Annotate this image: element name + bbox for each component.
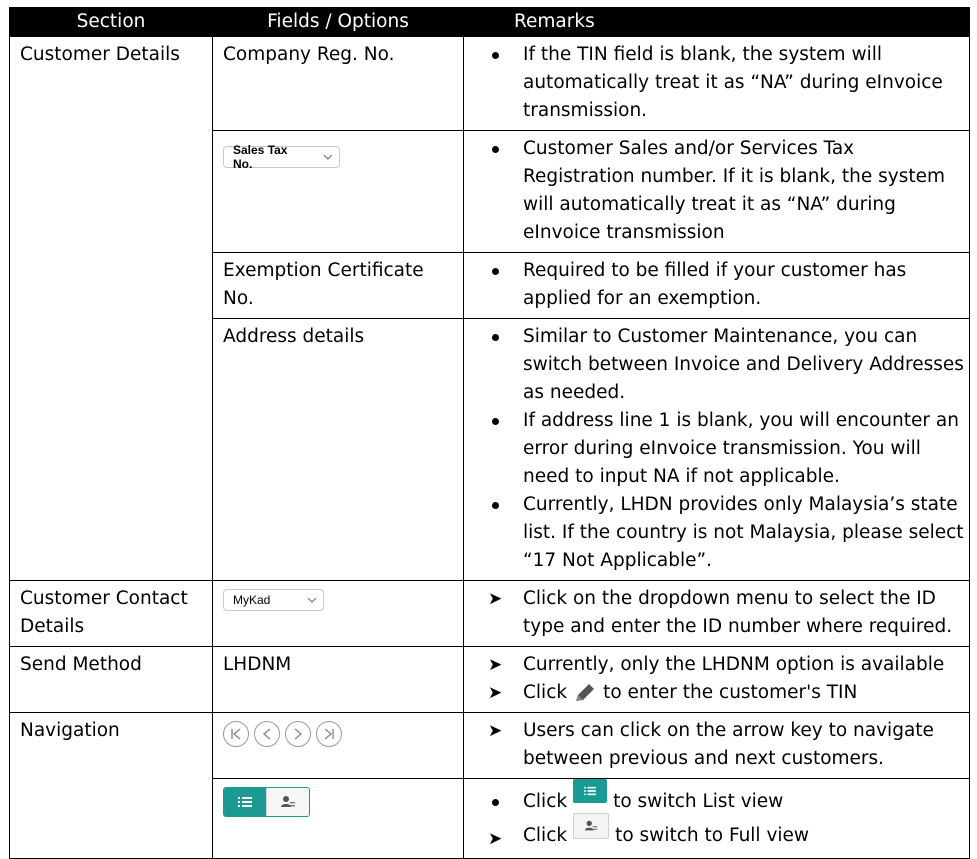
- last-icon: [322, 727, 336, 741]
- list-item: If the TIN field is blank, the system will automatically treat it as “NA” during eInvoice transmission.: [523, 44, 943, 121]
- table-row: [10, 647, 970, 713]
- list-item: ➤ Click to enter the customer's TIN: [488, 682, 858, 703]
- last-record-button[interactable]: [316, 721, 342, 747]
- header-fields: Fields / Options: [213, 8, 464, 37]
- list-item: Similar to Customer Maintenance, you can switch between Invoice and Delivery Addresses as needed.: [523, 326, 964, 403]
- list-item: If address line 1 is blank, you will encounter an error during eInvoice transmission. You will need to input NA if not applicable.: [523, 410, 959, 487]
- first-icon: [229, 727, 243, 741]
- id-type-select-value: MyKad: [233, 593, 271, 607]
- first-record-button[interactable]: [223, 721, 249, 747]
- field-exemption: Exemption Certificate No.: [213, 253, 464, 319]
- user-card-icon: [584, 819, 598, 833]
- list-item: Customer Sales and/or Services Tax Registration number. If it is blank, the system will automatically treat it as “NA” during eInvoice transmission: [523, 138, 946, 243]
- list-item: Required to be filled if your customer has applied for an exemption.: [523, 260, 907, 309]
- list-item: ➤ Click on the dropdown menu to select the ID type and enter the ID number where required.: [488, 588, 953, 637]
- table-row: [10, 713, 970, 779]
- list-item: Click to switch List view: [476, 785, 965, 819]
- field-lhdnm: LHDNM: [213, 647, 464, 713]
- documentation-table: [9, 7, 970, 859]
- chevron-down-icon: [307, 595, 317, 605]
- header-remarks: Remarks: [464, 8, 970, 37]
- full-view-inline-button: [573, 813, 609, 839]
- field-company-reg: Company Reg. No.: [213, 37, 464, 131]
- list-view-inline-button: [573, 779, 607, 803]
- section-navigation: Navigation: [10, 713, 213, 859]
- chevron-down-icon: [323, 152, 333, 162]
- list-item: ➤ Click to switch to Full view: [476, 819, 965, 853]
- user-card-icon: [280, 794, 296, 810]
- pencil-icon: [573, 682, 597, 704]
- full-view-button[interactable]: [266, 788, 309, 816]
- field-address: Address details: [213, 319, 464, 581]
- next-record-button[interactable]: [285, 721, 311, 747]
- prev-icon: [260, 727, 274, 741]
- list-item: ➤ Currently, only the LHDNM option is available: [488, 654, 945, 675]
- list-item: ➤ Users can click on the arrow key to navigate between previous and next customers.: [488, 720, 934, 769]
- list-view-button[interactable]: [224, 788, 266, 816]
- list-icon: [584, 786, 596, 796]
- section-contact: Customer Contact Details: [10, 581, 213, 647]
- prev-record-button[interactable]: [254, 721, 280, 747]
- section-customer-details: Customer Details: [10, 37, 213, 581]
- table-row: [10, 37, 970, 131]
- list-icon: [238, 796, 252, 808]
- header-section: Section: [10, 8, 213, 37]
- id-type-select[interactable]: [223, 589, 324, 611]
- table-row: [10, 581, 970, 647]
- list-item: Currently, LHDN provides only Malaysia’s state list. If the country is not Malaysia, please select “17 Not Applicable”.: [523, 494, 964, 571]
- view-toggle: [223, 787, 310, 817]
- next-icon: [291, 727, 305, 741]
- sales-tax-select[interactable]: [223, 143, 340, 171]
- sales-tax-select-value: Sales Tax No.: [233, 143, 288, 171]
- header-row: [10, 8, 970, 37]
- section-send-method: Send Method: [10, 647, 213, 713]
